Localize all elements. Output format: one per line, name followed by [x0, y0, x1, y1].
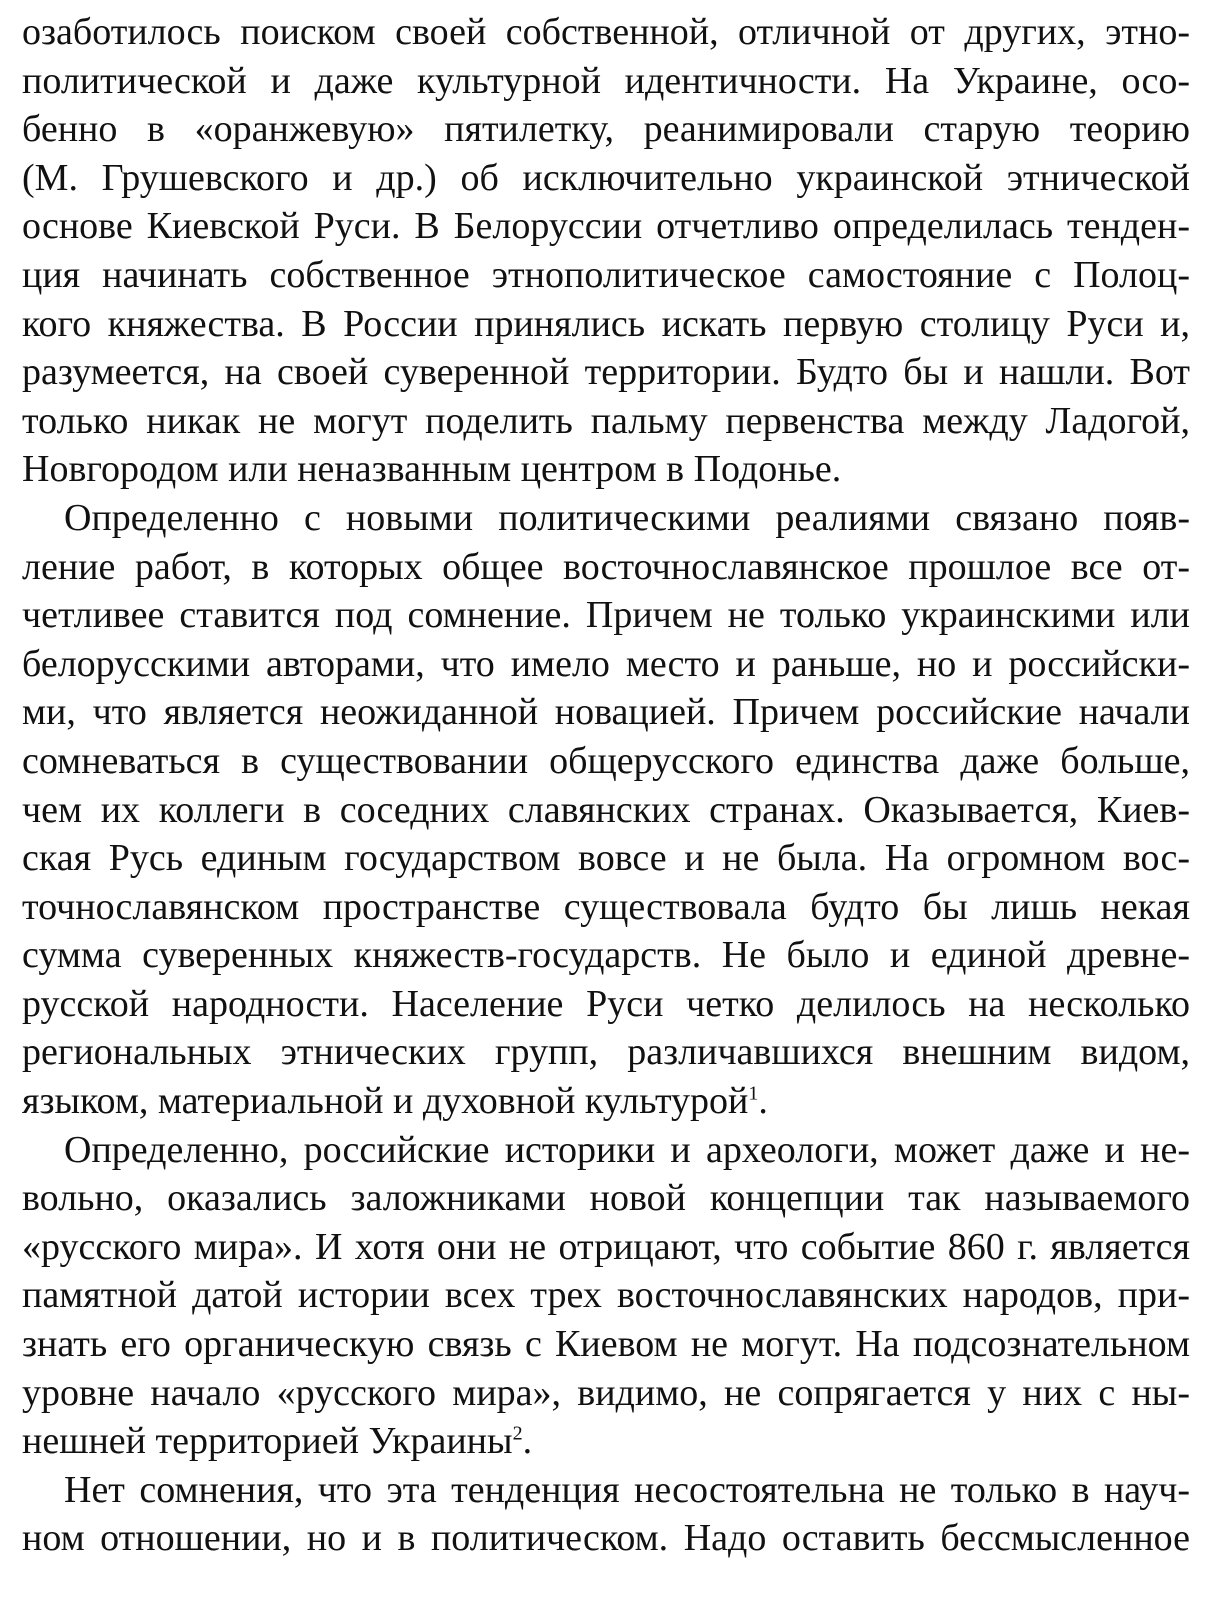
footnote-marker[interactable]: 2	[512, 1422, 523, 1445]
text-line	[22, 1077, 1190, 1126]
text-line: сомневаться в существовании общерусского единства даже больше,	[22, 739, 1190, 782]
text-line: озаботилось поиском своей собственной, отличной от других, этно-	[22, 11, 1190, 53]
text-line: разумеется, на своей суверенной территории. Будто бы и нашли. Вот	[22, 351, 1190, 394]
text-line-content: нешней территорией Украины	[22, 1420, 513, 1463]
text-line: уровне начало «русского мира», видимо, не сопрягается у них с ны-	[22, 1371, 1190, 1414]
text-line: бенно в «оранжевую» пятилетку, реанимировали старую теорию	[22, 108, 1190, 151]
text-line: знать его органическую связь с Киевом не могут. На подсознательном	[22, 1323, 1190, 1366]
page	[22, 0, 1190, 1600]
text-line: (М. Грушевского и др.) об исключительно украинской этнической	[22, 156, 1190, 199]
text-line: четливее ставится под сомнение. Причем не только украинскими или	[22, 594, 1190, 637]
text-line: Нет сомнения, что эта тенденция несостоятельна не только в науч-	[64, 1468, 1190, 1511]
text-line: Новгородом или неназванным центром в Подонье.	[22, 448, 842, 491]
paragraph-3	[22, 1126, 1190, 1466]
text-line: белорусскими авторами, что имело место и раньше, но и российски-	[22, 642, 1190, 685]
text-line: ция начинать собственное этнополитическое самостояние с Полоц-	[22, 253, 1190, 296]
text-line: ми, что является неожиданной новацией. Причем российские начали	[22, 691, 1190, 734]
sentence-end: .	[522, 1420, 533, 1463]
text-line: только никак не могут поделить пальму первенства между Ладогой,	[22, 399, 1190, 442]
sentence-end: .	[758, 1080, 768, 1123]
text-line: «русского мира». И хотя они не отрицают, что событие 860 г. является	[22, 1225, 1190, 1268]
text-line: памятной датой истории всех трех восточнославянских народов, при-	[22, 1274, 1190, 1317]
text-line	[22, 1417, 1190, 1466]
paragraph-4	[22, 1466, 1190, 1563]
text-line: чем их коллеги в соседних славянских странах. Оказывается, Киев-	[22, 788, 1190, 831]
paragraph-1	[22, 8, 1190, 494]
text-line: ская Русь единым государством вовсе и не была. На огромном вос-	[22, 837, 1190, 880]
text-line: политической и даже культурной идентичности. На Украине, осо-	[22, 59, 1190, 102]
text-line: Определенно с новыми политическими реалиями связано появ-	[64, 496, 1190, 539]
paragraph-2	[22, 494, 1190, 1126]
text-line: ном отношении, но и в политическом. Надо оставить бессмысленное	[22, 1517, 1190, 1560]
text-line-content: языком, материальной и духовной культурой	[22, 1080, 749, 1123]
footnote-marker[interactable]: 1	[748, 1082, 759, 1105]
text-line: Определенно, российские историки и археологи, может даже и не-	[64, 1128, 1190, 1171]
text-line: ление работ, в которых общее восточнославянское прошлое все от-	[22, 545, 1190, 588]
text-line: региональных этнических групп, различавшихся внешним видом,	[22, 1031, 1190, 1074]
text-line: точнославянском пространстве существовала будто бы лишь некая	[22, 885, 1190, 928]
text-line: русской народности. Население Руси четко делилось на несколько	[22, 982, 1190, 1025]
text-line: основе Киевской Руси. В Белоруссии отчетливо определилась тенден-	[22, 205, 1190, 248]
body-text	[22, 0, 1190, 1563]
text-line: сумма суверенных княжеств-государств. Не было и единой древне-	[22, 934, 1190, 977]
text-line: кого княжества. В России принялись искать первую столицу Руси и,	[22, 302, 1190, 345]
text-line: вольно, оказались заложниками новой концепции так называемого	[22, 1177, 1190, 1220]
